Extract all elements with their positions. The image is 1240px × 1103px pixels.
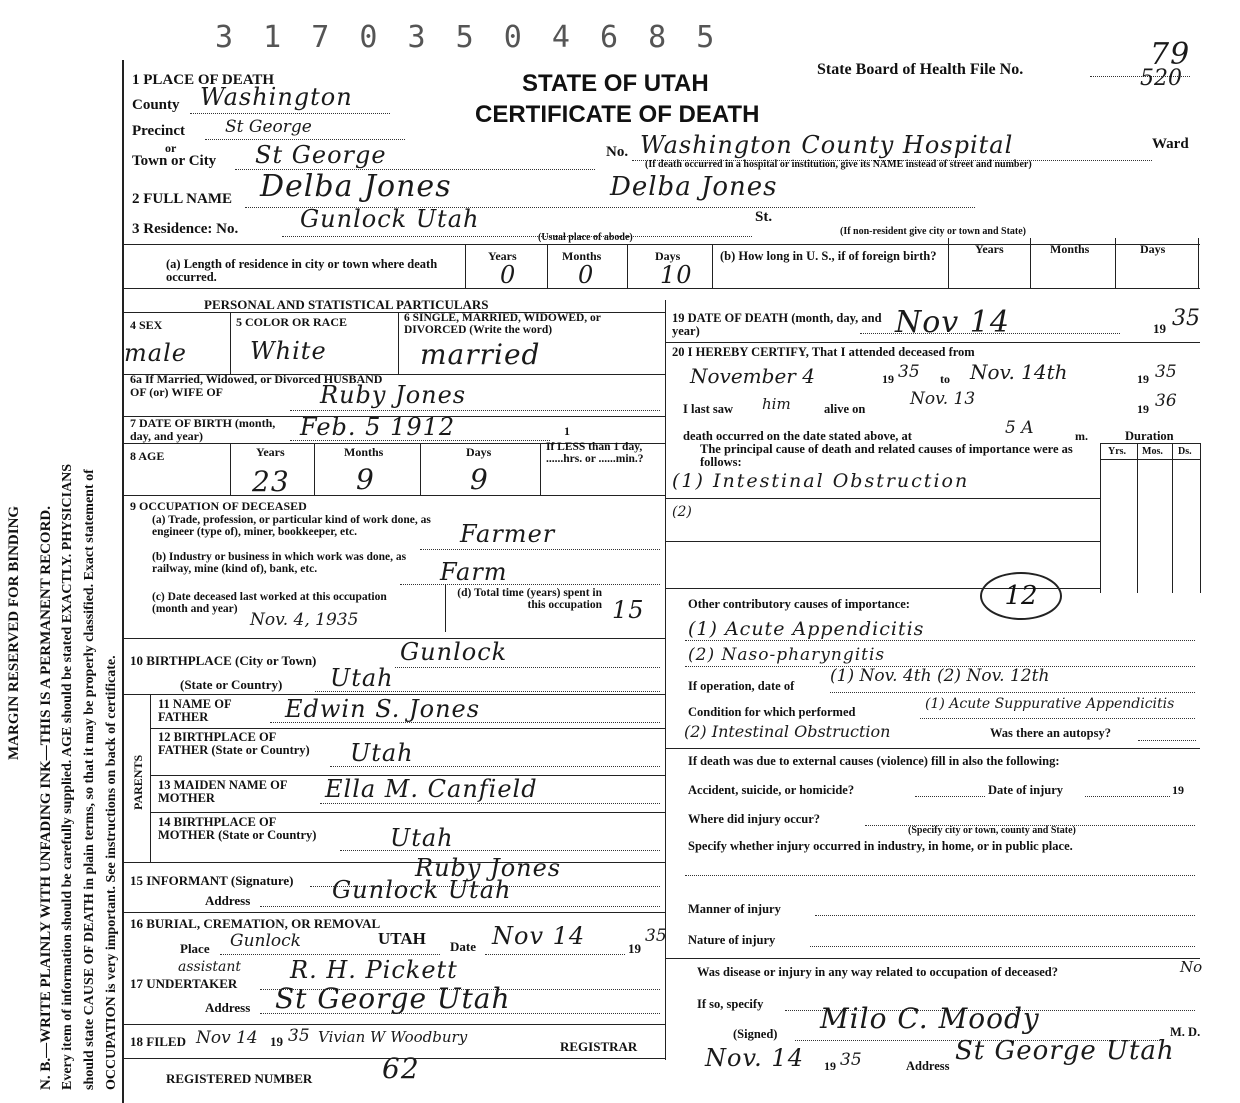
manner-label: Manner of injury xyxy=(688,902,781,916)
residence-months-header: Months xyxy=(562,249,602,263)
marital-label: 6 SINGLE, MARRIED, WIDOWED, or DIVORCED (Write the word) xyxy=(404,312,601,337)
residence-years-value: 0 xyxy=(500,261,517,289)
dob-label: 7 DATE OF BIRTH (month, day, and year) xyxy=(130,416,276,443)
registered-number-label: REGISTERED NUMBER xyxy=(166,1071,313,1086)
attend-to-label: to xyxy=(940,372,950,386)
filed-year-value: 35 xyxy=(288,1026,310,1046)
last-saw-label: I last saw xyxy=(683,402,734,416)
residence-days-header: Days xyxy=(655,249,681,263)
spouse-value: Ruby Jones xyxy=(320,381,467,409)
mother-label: 13 MAIDEN NAME OF MOTHER xyxy=(158,778,288,806)
occupation-c-value: Nov. 4, 1935 xyxy=(250,610,359,630)
registrar-signature: Vivian W Woodbury xyxy=(318,1028,468,1046)
father-birthplace-label: 12 BIRTHPLACE OF FATHER (State or Country) xyxy=(158,730,310,758)
burial-state-value: UTAH xyxy=(378,929,426,948)
age-months-header: Months xyxy=(344,445,384,459)
or-label: or xyxy=(165,141,177,155)
mother-birthplace-value: Utah xyxy=(390,824,454,852)
duration-ds-label: Ds. xyxy=(1178,446,1192,457)
undertaker-prefix: assistant xyxy=(178,959,241,975)
board-file-label: State Board of Health File No. xyxy=(817,61,1024,78)
place-of-death-heading: 1 PLACE OF DEATH xyxy=(132,72,275,88)
cause-label: The principal cause of death and related causes of importance were as follows: xyxy=(700,442,1073,470)
nature-label: Nature of injury xyxy=(688,933,776,947)
undertaker-value: R. H. Pickett xyxy=(290,956,458,984)
related-label: Was disease or injury in any way related to occupation of deceased? xyxy=(697,965,1058,979)
operation-label: If operation, date of xyxy=(688,679,795,693)
residence-months-value: 0 xyxy=(578,261,595,289)
spouse-label: 6a If Married, Widowed, or Divorced HUSBAND OF (or) WIFE OF xyxy=(130,372,383,399)
institution-value: Washington County Hospital xyxy=(640,131,1014,159)
color-value: White xyxy=(250,337,327,365)
color-label: 5 COLOR OR RACE xyxy=(236,315,348,329)
undertaker-address-value: St George Utah xyxy=(275,982,511,1015)
attend-from-year-prefix: 19 xyxy=(882,372,894,386)
condition-label: Condition for which performed xyxy=(688,705,856,719)
margin-instructions-1: Every item of information should be carefully supplied. AGE should be stated EXACTLY. PHYSICIANS xyxy=(60,463,75,1090)
sex-label: 4 SEX xyxy=(130,318,163,332)
occupation-a-label: (a) Trade, profession, or particular kind of work done, as engineer (type of), miner, bookkeeper, etc. xyxy=(152,514,431,539)
occupation-c-label: (c) Date deceased last worked at this occupation (month and year) xyxy=(152,591,387,616)
last-saw-pronoun: him xyxy=(762,395,791,413)
attend-to-value: Nov. 14th xyxy=(970,360,1068,384)
burial-date-label: Date xyxy=(450,939,476,954)
date-of-death-year: 35 xyxy=(1172,306,1200,331)
age-years-header: Years xyxy=(256,445,285,459)
full-name-label: 2 FULL NAME xyxy=(132,191,233,207)
county-label: County xyxy=(132,97,180,113)
age-years-value: 23 xyxy=(252,465,290,498)
contributory-label: Other contributory causes of importance: xyxy=(688,597,910,611)
date-of-death-year-prefix: 19 xyxy=(1153,321,1166,336)
birthplace-state-value: Utah xyxy=(330,664,394,692)
operation-dates: (1) Nov. 4th (2) Nov. 12th xyxy=(830,666,1050,686)
where-note: (Specify city or town, county and State) xyxy=(908,825,1076,836)
occupation-d-label: (d) Total time (years) spent in this occupation xyxy=(457,587,602,612)
file-number-top: 79 xyxy=(1150,37,1191,72)
last-saw-date: Nov. 13 xyxy=(910,389,976,409)
mother-value: Ella M. Canfield xyxy=(325,775,538,803)
physician-address: St George Utah xyxy=(955,1036,1175,1066)
margin-instructions-3: OCCUPATION is very important. See instructions on back of certificate. xyxy=(104,655,119,1090)
duration-label: Duration xyxy=(1125,429,1174,443)
duration-mos-label: Mos. xyxy=(1142,446,1163,457)
filed-label: 18 FILED xyxy=(130,1034,186,1049)
registered-number-value: 62 xyxy=(382,1052,420,1085)
margin-instructions-2: should state CAUSE OF DEATH in plain terms, so that it may be properly classified. Exact statement of xyxy=(82,469,97,1090)
town-label: Town or City xyxy=(132,153,217,169)
date-of-death-value: Nov 14 xyxy=(895,305,1010,340)
birthplace-city-value: Gunlock xyxy=(400,638,508,666)
us-months-header: Months xyxy=(1050,242,1090,256)
md-label: M. D. xyxy=(1170,1025,1201,1039)
residence-length-label: (a) Length of residence in city or town where death occurred. xyxy=(166,257,438,285)
occupation-heading: 9 OCCUPATION OF DECEASED xyxy=(130,499,307,513)
residence-label: 3 Residence: No. xyxy=(132,221,239,237)
burial-year-value: 35 xyxy=(645,926,667,946)
age-days-header: Days xyxy=(466,445,492,459)
county-value: Washington xyxy=(200,83,353,111)
duration-yrs-label: Yrs. xyxy=(1108,446,1127,457)
father-birthplace-value: Utah xyxy=(350,739,414,767)
institution-note: (If death occurred in a hospital or institution, give its NAME instead of street and number) xyxy=(645,159,1032,170)
file-number-bottom: 520 xyxy=(1140,66,1182,91)
related-value: No xyxy=(1180,958,1203,976)
classification-code: 12 xyxy=(980,572,1062,620)
certify-label: 20 I HEREBY CERTIFY, That I attended deceased from xyxy=(672,345,975,359)
us-years-header: Years xyxy=(975,242,1004,256)
informant-value: Ruby Jones xyxy=(415,854,562,882)
parents-label: PARENTS xyxy=(131,754,145,810)
margin-binding-text: MARGIN RESERVED FOR BINDING xyxy=(6,505,22,760)
town-value: St George xyxy=(255,141,387,169)
specify-label: Specify whether injury occurred in industry, in home, or in public place. xyxy=(688,839,1073,853)
attend-to-year: 35 xyxy=(1155,362,1177,382)
attend-to-year-prefix: 19 xyxy=(1137,372,1149,386)
father-value: Edwin S. Jones xyxy=(285,695,481,723)
occupation-a-value: Farmer xyxy=(460,520,556,548)
age-months-value: 9 xyxy=(356,463,375,496)
foreign-birth-label: (b) How long in U. S., if of foreign birth? xyxy=(720,249,937,263)
institution-no-label: No. xyxy=(606,144,629,160)
occupation-d-value: 15 xyxy=(612,596,645,624)
dob-value: Feb. 5 1912 xyxy=(300,413,456,441)
birthplace-label: 10 BIRTHPLACE (City or Town) xyxy=(130,653,317,668)
external-label: If death was due to external causes (violence) fill in also the following: xyxy=(688,754,1060,768)
us-days-header: Days xyxy=(1140,242,1166,256)
where-label: Where did injury occur? xyxy=(688,812,821,826)
less-than-label: If LESS than 1 day, ......hrs. or ......min.? xyxy=(546,441,644,466)
physician-signature: Milo C. Moody xyxy=(820,1002,1040,1035)
occurred-label: death occurred on the date stated above, at xyxy=(683,429,912,443)
precinct-label: Precinct xyxy=(132,123,186,139)
mother-birthplace-label: 14 BIRTHPLACE OF MOTHER (State or Country) xyxy=(158,815,317,843)
residence-st-label: St. xyxy=(755,209,773,225)
occurred-time: 5 A xyxy=(1005,418,1034,438)
if-so-label: If so, specify xyxy=(697,997,764,1011)
last-saw-year-prefix: 19 xyxy=(1137,402,1149,416)
attend-from-year: 35 xyxy=(898,362,920,382)
residence-days-value: 10 xyxy=(660,261,693,289)
birthplace-state-label: (State or Country) xyxy=(180,677,283,692)
occurred-m-label: m. xyxy=(1075,429,1088,443)
occupation-b-label: (b) Industry or business in which work was done, as railway, mine (kind of), bank, etc. xyxy=(152,551,407,576)
serial-number: 3 1 7 0 3 5 0 4 6 8 5 xyxy=(215,20,721,55)
sex-value: male xyxy=(124,339,187,367)
father-label: 11 NAME OF FATHER xyxy=(158,697,232,725)
cause-secondary: (2) xyxy=(672,504,692,520)
burial-place-value: Gunlock xyxy=(230,931,301,951)
contributory-2: (2) Naso-pharyngitis xyxy=(688,645,886,665)
last-saw-year: 36 xyxy=(1155,391,1177,411)
contributory-1: (1) Acute Appendicitis xyxy=(688,618,925,640)
age-days-value: 9 xyxy=(470,463,489,496)
burial-year-prefix: 19 xyxy=(628,941,641,956)
full-name-correction: Delba Jones xyxy=(610,172,778,202)
burial-place-label: Place xyxy=(180,941,210,956)
undertaker-label: 17 UNDERTAKER xyxy=(130,976,238,991)
signed-year: 35 xyxy=(840,1050,862,1070)
filed-year-prefix: 19 xyxy=(270,1034,283,1049)
attend-from-value: November 4 xyxy=(690,364,815,388)
usual-abode-note: (Usual place of abode) xyxy=(538,232,633,243)
date-of-death-label: 19 DATE OF DEATH (month, day, and year) xyxy=(672,311,882,339)
informant-label: 15 INFORMANT (Signature) xyxy=(130,873,294,888)
condition-1: (1) Acute Suppurative Appendicitis xyxy=(925,696,1175,712)
margin-warning-text: N. B.—WRITE PLAINLY WITH UNFADING INK—THIS IS A PERMANENT RECORD. xyxy=(38,506,54,1090)
form-title-state: STATE OF UTAH xyxy=(522,70,709,97)
age-label: 8 AGE xyxy=(130,449,165,463)
undertaker-address-label: Address xyxy=(205,1000,251,1015)
dob-footnote: 1 xyxy=(564,424,570,438)
accident-label: Accident, suicide, or homicide? xyxy=(688,783,855,797)
physician-address-label: Address xyxy=(906,1059,950,1073)
signed-year-prefix: 19 xyxy=(824,1059,836,1073)
residence-years-header: Years xyxy=(488,249,517,263)
signed-label: (Signed) xyxy=(733,1027,778,1041)
informant-address-value: Gunlock Utah xyxy=(332,876,512,904)
filed-date-value: Nov 14 xyxy=(196,1028,258,1048)
cause-primary: (1) Intestinal Obstruction xyxy=(672,470,970,492)
autopsy-label: Was there an autopsy? xyxy=(990,726,1111,740)
form-title: CERTIFICATE OF DEATH xyxy=(475,101,760,128)
occupation-b-value: Farm xyxy=(440,558,508,586)
ward-label: Ward xyxy=(1152,136,1189,152)
injury-date-label: Date of injury xyxy=(988,783,1063,797)
alive-on-label: alive on xyxy=(824,402,866,416)
signed-date: Nov. 14 xyxy=(705,1044,804,1072)
residence-value: Gunlock Utah xyxy=(300,205,480,233)
burial-date-value: Nov 14 xyxy=(492,922,586,950)
burial-label: 16 BURIAL, CREMATION, OR REMOVAL xyxy=(130,916,381,931)
personal-heading: PERSONAL AND STATISTICAL PARTICULARS xyxy=(204,297,489,312)
injury-year-prefix: 19 xyxy=(1172,783,1184,797)
nonresident-note: (If non-resident give city or town and State) xyxy=(840,226,1027,237)
registrar-label: REGISTRAR xyxy=(560,1039,638,1054)
informant-address-label: Address xyxy=(205,893,251,908)
condition-2: (2) Intestinal Obstruction xyxy=(684,722,891,741)
precinct-value: St George xyxy=(225,117,312,137)
full-name-value: Delba Jones xyxy=(260,169,452,204)
marital-value: married xyxy=(420,338,541,371)
